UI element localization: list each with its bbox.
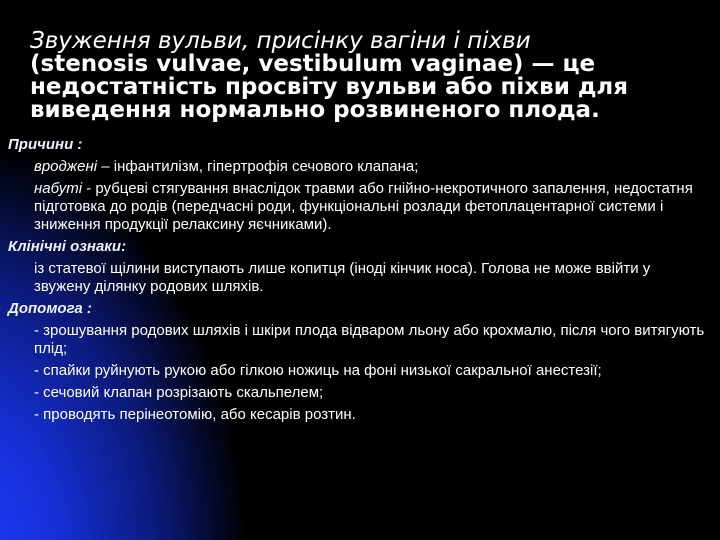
- help-item: - спайки руйнують рукою або гілкою ножиць на фоні низької сакральної анестезії;: [34, 362, 602, 379]
- title-bold: (stenosis vulvae, vestibulum vaginae) — це недостатність просвіту вульви або піхви для виведення нормально розвиненого плода.: [30, 51, 629, 123]
- slide-title: [30, 30, 690, 122]
- help-item: - проводять перінеотомію, або кесарів розтин.: [34, 406, 356, 423]
- congenital-term: вроджені: [34, 158, 98, 175]
- acquired-text: - рубцеві стягування внаслідок травми або гнійно-некротичного запалення, недостатня підготовка до родів (передчасні роди, функціональні розлади фетоплацентарної системи і зниження продукції релаксину яєчниками).: [34, 180, 693, 233]
- causes-congenital: [34, 158, 708, 176]
- congenital-text: – інфантилізм, гіпертрофія сечового клапана;: [97, 158, 419, 175]
- help-item: - сечовий клапан розрізають скальпелем;: [34, 384, 324, 401]
- help-heading: Допомога :: [8, 300, 92, 317]
- help-item: - зрошування родових шляхів і шкіри плода відваром льону або крохмалю, після чого витягують плід;: [34, 322, 705, 357]
- causes-acquired: [34, 180, 708, 234]
- slide-body: [8, 136, 708, 428]
- acquired-term: набуті: [34, 180, 83, 197]
- title-italic: Звуження вульви, присінку вагіни і піхви: [30, 28, 531, 54]
- signs-text: із статевої щілини виступають лише копитця (іноді кінчик носа). Голова не може ввійти у звужену ділянку родових шляхів.: [34, 260, 651, 295]
- signs-heading: Клінічні ознаки:: [8, 238, 127, 255]
- causes-heading: Причини :: [8, 136, 83, 153]
